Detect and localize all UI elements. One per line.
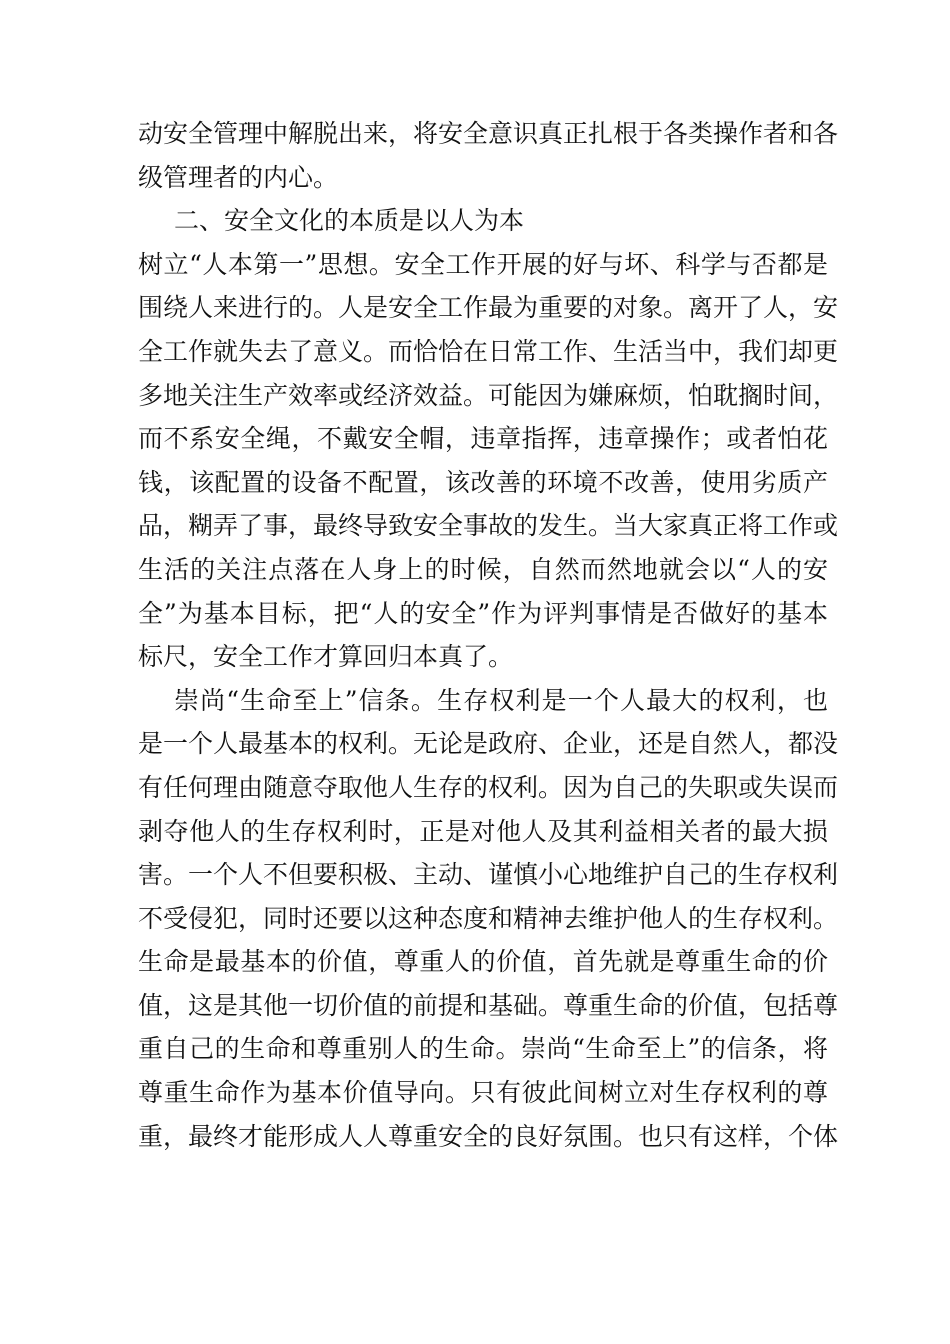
- text-line: 树立“人本第一”思想。安全工作开展的好与坏、科学与否都是: [138, 249, 828, 279]
- document-page: [138, 112, 839, 1158]
- text-line: 而不系安全绳，不戴安全帽，违章指挥，违章操作；或者怕花: [138, 424, 828, 454]
- text-line: 剥夺他人的生存权利时，正是对他人及其利益相关者的最大损: [138, 816, 828, 846]
- text-line: 崇尚“生命至上”信条。生存权利是一个人最大的权利，也: [174, 685, 828, 715]
- text-line: 不受侵犯，同时还要以这种态度和精神去维护他人的生存权利。: [138, 903, 839, 933]
- text-line: 重，最终才能形成人人尊重安全的良好氛围。也只有这样，个体: [138, 1121, 839, 1151]
- text-line: 重自己的生命和尊重别人的生命。崇尚“生命至上”的信条，将: [138, 1034, 828, 1064]
- section-heading: 二、安全文化的本质是以人为本: [174, 206, 525, 236]
- text-line: 品，糊弄了事，最终导致安全事故的发生。当大家真正将工作或: [138, 511, 839, 541]
- text-line: 是一个人最基本的权利。无论是政府、企业，还是自然人，都没: [138, 729, 839, 759]
- text-line: 动安全管理中解脱出来，将安全意识真正扎根于各类操作者和各: [138, 119, 839, 148]
- text-line: 多地关注生产效率或经济效益。可能因为嫌麻烦，怕耽搁时间，: [138, 380, 839, 410]
- text-line: 围绕人来进行的。人是安全工作最为重要的对象。离开了人，安: [138, 293, 839, 323]
- document-body-text: [138, 112, 839, 1158]
- text-line: 生活的关注点落在人身上的时候，自然而然地就会以“人的安: [138, 554, 828, 584]
- text-line: 值，这是其他一切价值的前提和基础。尊重生命的价值，包括尊: [138, 990, 839, 1020]
- text-line: 钱，该配置的设备不配置，该改善的环境不改善，使用劣质产: [138, 467, 828, 497]
- text-line: 标尺，安全工作才算回归本真了。: [138, 642, 514, 672]
- text-line: 生命是最基本的价值，尊重人的价值，首先就是尊重生命的价: [138, 947, 828, 977]
- text-line: 级管理者的内心。: [138, 162, 339, 192]
- text-line: 全”为基本目标，把“人的安全”作为评判事情是否做好的基本: [138, 598, 828, 628]
- text-line: 尊重生命作为基本价值导向。只有彼此间树立对生存权利的尊: [138, 1078, 828, 1108]
- text-line: 害。一个人不但要积极、主动、谨慎小心地维护自己的生存权利: [138, 860, 839, 890]
- text-line: 有任何理由随意夺取他人生存的权利。因为自己的失职或失误而: [138, 772, 839, 802]
- text-line: 全工作就失去了意义。而恰恰在日常工作、生活当中，我们却更: [138, 336, 839, 366]
